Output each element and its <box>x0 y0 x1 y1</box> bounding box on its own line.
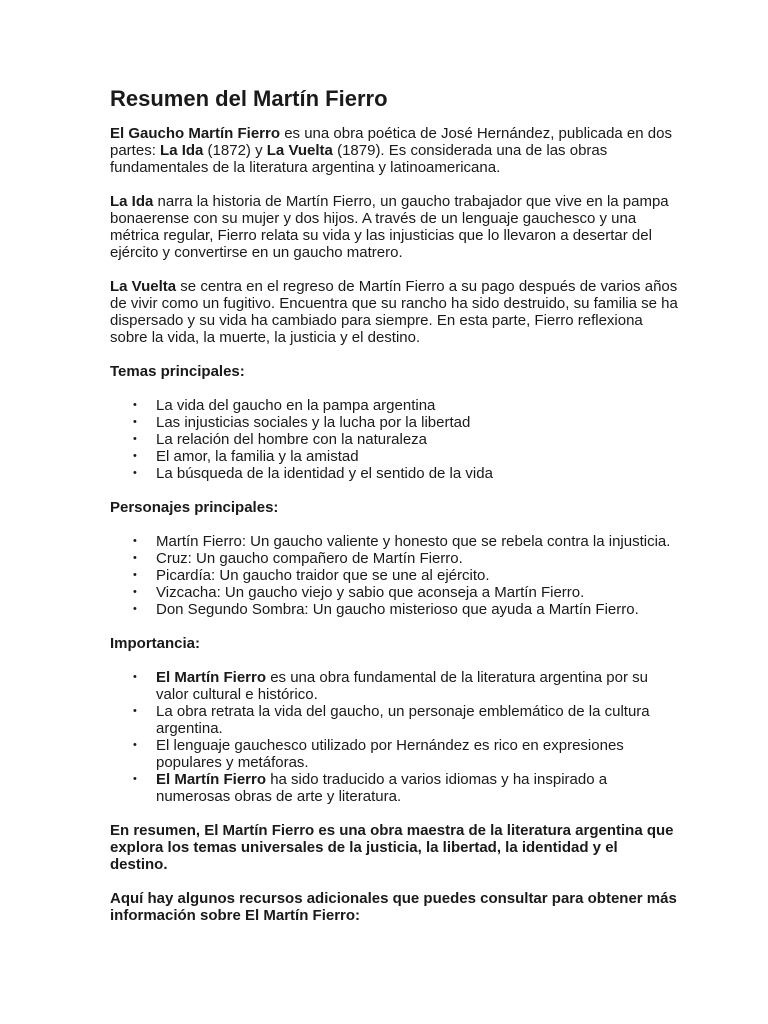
temas-heading: Temas principales: <box>110 363 245 380</box>
list-item-text: Picardía: Un gaucho traidor que se une al ejército. <box>156 567 490 584</box>
personajes-list <box>110 533 678 618</box>
list-item-text: Las injusticias sociales y la lucha por la libertad <box>156 414 471 431</box>
bullet-icon: • <box>133 773 137 785</box>
vuelta-text: se centra en el regreso de Martín Fierro a su pago después de varios años de vivir como un fugitivo. Encuentra que su rancho ha sido destruido, su familia se ha dispersado y su vida ha cambiado para siempre. En esta parte, Fierro reflexiona sobre la vida, la muerte, la justicia y el destino. <box>110 278 678 346</box>
list-item <box>133 465 678 482</box>
resources-paragraph: Aquí hay algunos recursos adicionales que puedes consultar para obtener más información sobre El Martín Fierro: <box>110 890 677 924</box>
list-item-text: Don Segundo Sombra: Un gaucho misterioso que ayuda a Martín Fierro. <box>156 601 639 618</box>
personajes-heading: Personajes principales: <box>110 499 279 516</box>
list-item-text: El lenguaje gauchesco utilizado por Hernández es rico en expresiones populares y metáforas. <box>156 737 624 771</box>
list-item-text: Martín Fierro: Un gaucho valiente y honesto que se rebela contra la injusticia. <box>156 533 671 550</box>
list-item <box>133 601 678 618</box>
list-item-text: Vizcacha: Un gaucho viejo y sabio que aconseja a Martín Fierro. <box>156 584 585 601</box>
conclusion-paragraph: En resumen, El Martín Fierro es una obra maestra de la literatura argentina que explora los temas universales de la justicia, la libertad, la identidad y el destino. <box>110 822 674 873</box>
bullet-icon: • <box>133 467 137 479</box>
list-item-bold: El Martín Fierro <box>156 669 267 686</box>
list-item <box>133 584 678 601</box>
vuelta-bold: La Vuelta <box>110 278 177 295</box>
list-item-text: La vida del gaucho en la pampa argentina <box>156 397 436 414</box>
ida-bold: La Ida <box>110 193 154 210</box>
list-item-text: Cruz: Un gaucho compañero de Martín Fierro. <box>156 550 463 567</box>
intro-text-1: es una obra poética de José Hernández, publicada en dos partes: <box>110 125 672 159</box>
list-item-text: La búsqueda de la identidad y el sentido de la vida <box>156 465 493 482</box>
list-item <box>133 737 678 771</box>
vuelta-paragraph <box>110 278 678 346</box>
intro-bold-ida: La Ida <box>160 142 204 159</box>
list-item-text: es una obra fundamental de la literatura argentina por su valor cultural e histórico. <box>156 669 648 703</box>
list-item <box>133 703 678 737</box>
bullet-icon: • <box>133 739 137 751</box>
list-item <box>133 771 678 805</box>
intro-text-3: (1879). Es considerada una de las obras fundamentales de la literatura argentina y latinoamericana. <box>110 142 608 176</box>
importancia-list <box>110 669 678 805</box>
temas-list <box>110 397 678 482</box>
bullet-icon: • <box>133 416 137 428</box>
list-item <box>133 414 678 431</box>
bullet-icon: • <box>133 603 137 615</box>
bullet-icon: • <box>133 705 137 717</box>
list-item-text: La obra retrata la vida del gaucho, un personaje emblemático de la cultura argentina. <box>156 703 650 737</box>
bullet-icon: • <box>133 552 137 564</box>
bullet-icon: • <box>133 450 137 462</box>
page-title: Resumen del Martín Fierro <box>110 86 388 111</box>
bullet-icon: • <box>133 586 137 598</box>
list-item <box>133 431 678 448</box>
bullet-icon: • <box>133 569 137 581</box>
ida-text: narra la historia de Martín Fierro, un gaucho trabajador que vive en la pampa bonaerense con su mujer y dos hijos. A través de un lenguaje gauchesco y una métrica regular, Fierro relata su vida y las injusticias que lo llevaron a desertar del ejército y convertirse en un gaucho matrero. <box>110 193 669 261</box>
list-item-text: El amor, la familia y la amistad <box>156 448 359 465</box>
intro-text-2: (1872) y <box>203 142 267 159</box>
intro-paragraph <box>110 125 678 176</box>
bullet-icon: • <box>133 399 137 411</box>
list-item-bold: El Martín Fierro <box>156 771 267 788</box>
list-item-text: ha sido traducido a varios idiomas y ha inspirado a numerosas obras de arte y literatura. <box>156 771 608 805</box>
bullet-icon: • <box>133 433 137 445</box>
bullet-icon: • <box>133 535 137 547</box>
list-item <box>133 550 678 567</box>
list-item <box>133 533 678 550</box>
importancia-heading: Importancia: <box>110 635 201 652</box>
list-item <box>133 448 678 465</box>
list-item-text: La relación del hombre con la naturaleza <box>156 431 428 448</box>
list-item <box>133 567 678 584</box>
list-item <box>133 397 678 414</box>
ida-paragraph <box>110 193 678 261</box>
intro-bold-vuelta: La Vuelta <box>266 142 333 159</box>
intro-bold-title: El Gaucho Martín Fierro <box>110 125 281 142</box>
list-item <box>133 669 678 703</box>
bullet-icon: • <box>133 671 137 683</box>
